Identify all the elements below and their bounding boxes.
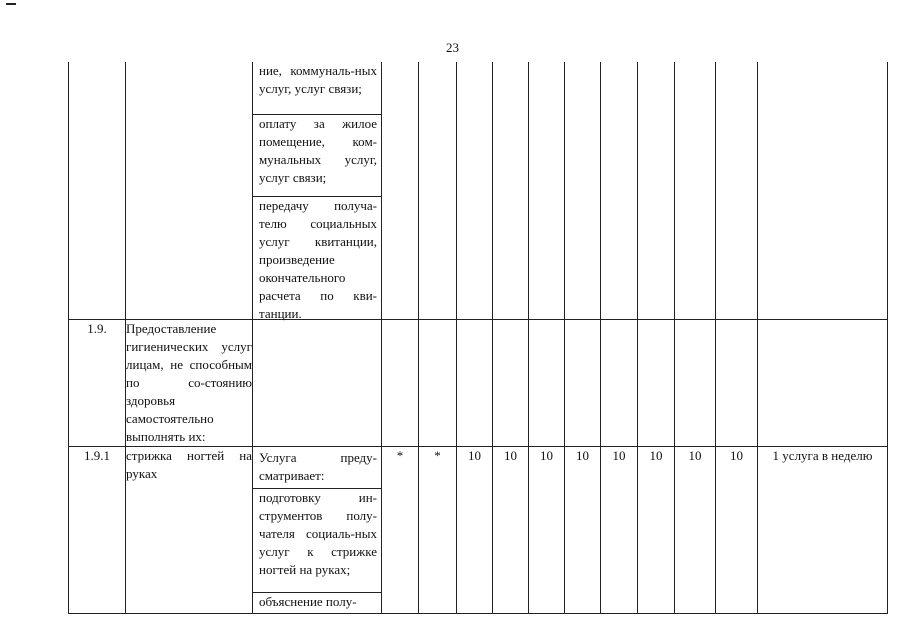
value-cell: * xyxy=(419,447,457,614)
table-row xyxy=(69,320,888,447)
description-item: подготовку ин-струментов полу-чателя социаль-ных услуг к стрижке ногтей на руках; xyxy=(253,489,381,593)
service-name: Предоставление гигиенических услуг лицам, не способным по со-стоянию здоровья самостоятельно выполнять их: xyxy=(126,320,253,447)
frequency-note: 1 услуга в неделю xyxy=(758,447,888,614)
value-cell: 10 xyxy=(457,447,493,614)
description-item: объяснение полу- xyxy=(259,594,357,609)
value-cell xyxy=(716,320,758,447)
service-description xyxy=(253,62,382,320)
row-number xyxy=(69,62,126,320)
value-cell xyxy=(565,62,601,320)
value-cell xyxy=(419,62,457,320)
value-cell: 10 xyxy=(675,447,716,614)
value-cell xyxy=(565,320,601,447)
value-cell xyxy=(716,62,758,320)
frequency-note xyxy=(758,320,888,447)
value-cell: 10 xyxy=(638,447,675,614)
frequency-note xyxy=(758,62,888,320)
value-cell xyxy=(601,62,638,320)
value-cell xyxy=(493,320,529,447)
value-cell xyxy=(638,320,675,447)
value-cell xyxy=(675,320,716,447)
service-name xyxy=(126,62,253,320)
service-name: стрижка ногтей на руках xyxy=(126,447,253,614)
value-cell: 10 xyxy=(565,447,601,614)
value-cell xyxy=(601,320,638,447)
value-cell: 10 xyxy=(493,447,529,614)
services-table xyxy=(68,62,888,614)
table-row xyxy=(69,62,888,320)
value-cell xyxy=(529,320,565,447)
service-description xyxy=(253,447,382,614)
value-cell: 10 xyxy=(601,447,638,614)
corner-dash-mark xyxy=(6,3,16,5)
table-row xyxy=(69,447,888,614)
value-cell: 10 xyxy=(716,447,758,614)
value-cell: * xyxy=(382,447,419,614)
value-cell xyxy=(382,320,419,447)
value-cell: 10 xyxy=(529,447,565,614)
value-cell xyxy=(529,62,565,320)
row-number: 1.9.1 xyxy=(69,447,126,614)
value-cell xyxy=(493,62,529,320)
description-item: оплату за жилое помещение, ком-мунальных услуг, услуг связи; xyxy=(253,115,381,197)
value-cell xyxy=(457,62,493,320)
value-cell xyxy=(638,62,675,320)
value-cell xyxy=(457,320,493,447)
value-cell xyxy=(675,62,716,320)
page-number: 23 xyxy=(446,40,459,55)
row-number: 1.9. xyxy=(69,320,126,447)
value-cell xyxy=(382,62,419,320)
description-item: Услуга преду-сматривает: xyxy=(253,447,381,489)
description-item: ние, коммуналь-ных услуг, услуг связи; xyxy=(253,62,381,115)
service-description xyxy=(253,320,382,447)
description-item: передачу получа-телю социальных услуг квитанции, произведение окончательного расчета по кви-танции. xyxy=(259,198,377,321)
value-cell xyxy=(419,320,457,447)
